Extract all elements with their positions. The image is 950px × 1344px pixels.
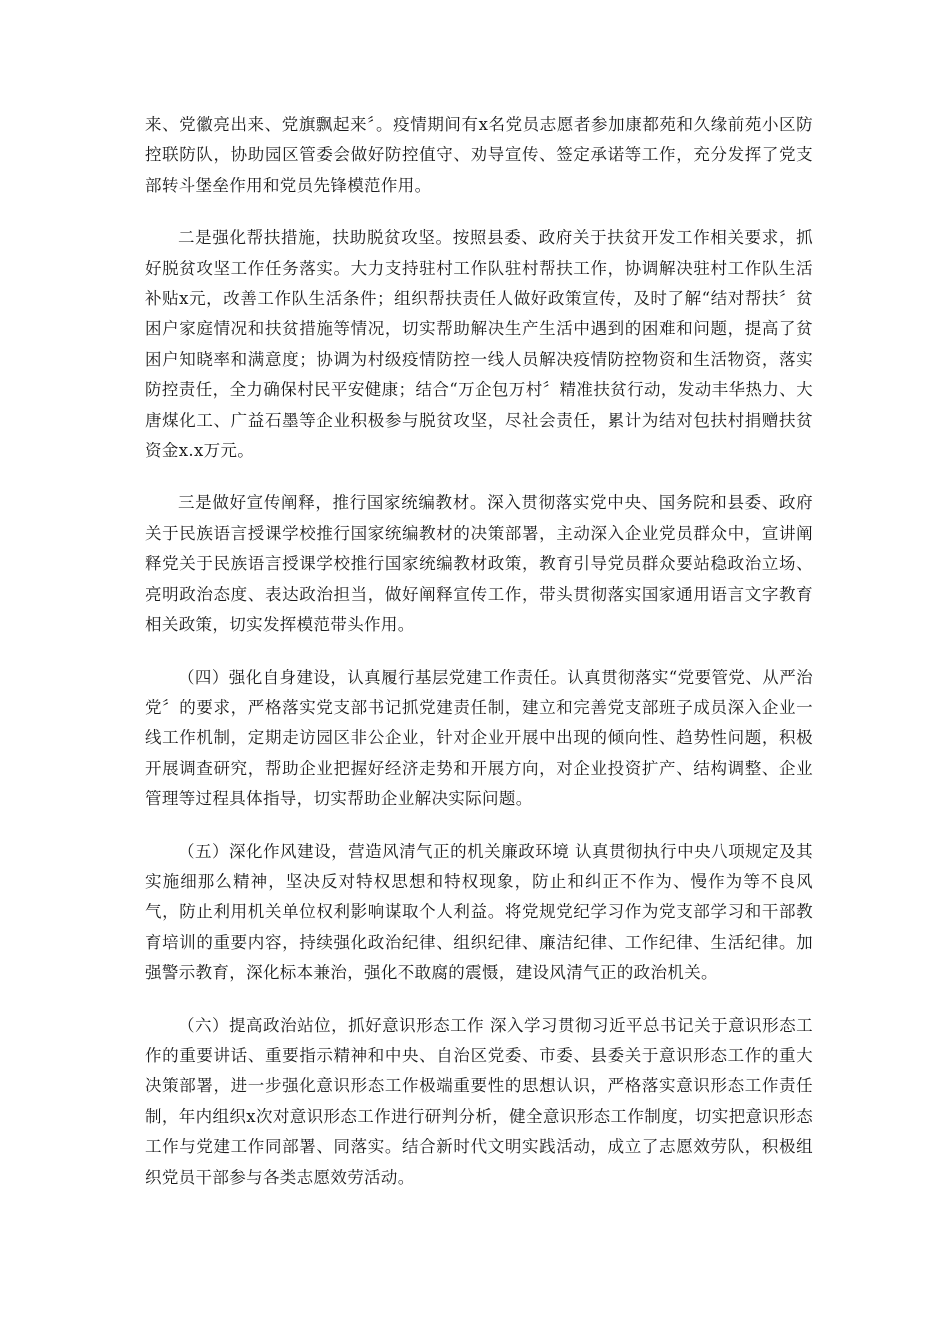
- paragraph-work-style: （五）深化作风建设，营造风清气正的机关廉政环境 认真贯彻执行中央八项规定及其实施细那么精神，坚决反对特权思想和特权现象，防止和纠正不作为、慢作为等不良风气，防止利用机关单位权利影响谋取个人利益。将党规党纪学习作为党支部学习和干部教育培训的重要内容，持续强化政治纪律、组织纪律、廉洁纪律、工作纪律、生活纪律。加强警示教育，深化标本兼治，强化不敢腐的震慑，建设风清气正的政治机关。: [145, 841, 813, 983]
- paragraph-self-construction: （四）强化自身建设，认真履行基层党建工作责任。认真贯彻落实“党要管党、从严治党〞的要求，严格落实党支部书记抓党建责任制，建立和完善党支部班子成员深入企业一线工作机制，定期走访园区非公企业，针对企业开展中出现的倾向性、趋势性问题，积极开展调查研究，帮助企业把握好经济走势和开展方向，对企业投资扩产、结构调整、企业管理等过程具体指导，切实帮助企业解决实际问题。: [145, 667, 813, 809]
- paragraph-publicity: 三是做好宣传阐释，推行国家统编教材。深入贯彻落实党中央、国务院和县委、政府关于民族语言授课学校推行国家统编教材的决策部署，主动深入企业党员群众中，宣讲阐释党关于民族语言授课学校推行国家统编教材政策，教育引导党员群众要站稳政治立场、亮明政治态度、表达政治担当，做好阐释宣传工作，带头贯彻落实国家通用语言文字教育相关政策，切实发挥模范带头作用。: [145, 493, 813, 635]
- paragraph-continuation: 来、党徽亮出来、党旗飘起来〞。疫情期间有x名党员志愿者参加康都苑和久缘前苑小区防控联防队，协助园区管委会做好防控值守、劝导宣传、签定承诺等工作，充分发挥了党支部转斗堡垒作用和党员先锋模范作用。: [145, 115, 813, 195]
- paragraph-poverty-alleviation: 二是强化帮扶措施，扶助脱贫攻坚。按照县委、政府关于扶贫开发工作相关要求，抓好脱贫攻坚工作任务落实。大力支持驻村工作队驻村帮扶工作，协调解决驻村工作队生活补贴x元，改善工作队生活条件；组织帮扶责任人做好政策宣传，及时了解“结对帮扶〞贫困户家庭情况和扶贫措施等情况，切实帮助解决生产生活中遇到的困难和问题，提高了贫困户知晓率和满意度；协调为村级疫情防控一线人员解决疫情防控物资和生活物资，落实防控责任，全力确保村民平安健康；结合“万企包万村〞精准扶贫行动，发动丰华热力、大唐煤化工、广益石墨等企业积极参与脱贫攻坚，尽社会责任，累计为结对包扶村捐赠扶贫资金x.x万元。: [145, 228, 813, 461]
- document-page: [145, 110, 813, 1215]
- paragraph-ideology: （六）提高政治站位，抓好意识形态工作 深入学习贯彻习近平总书记关于意识形态工作的重要讲话、重要指示精神和中央、自治区党委、市委、县委关于意识形态工作的重大决策部署，进一步强化意识形态工作极端重要性的思想认识，严格落实意识形态工作责任制，年内组织x次对意识形态工作进行研判分析，健全意识形态工作制度，切实把意识形态工作与党建工作同部署、同落实。结合新时代文明实践活动，成立了志愿效劳队，积极组织党员干部参与各类志愿效劳活动。: [145, 1015, 813, 1187]
